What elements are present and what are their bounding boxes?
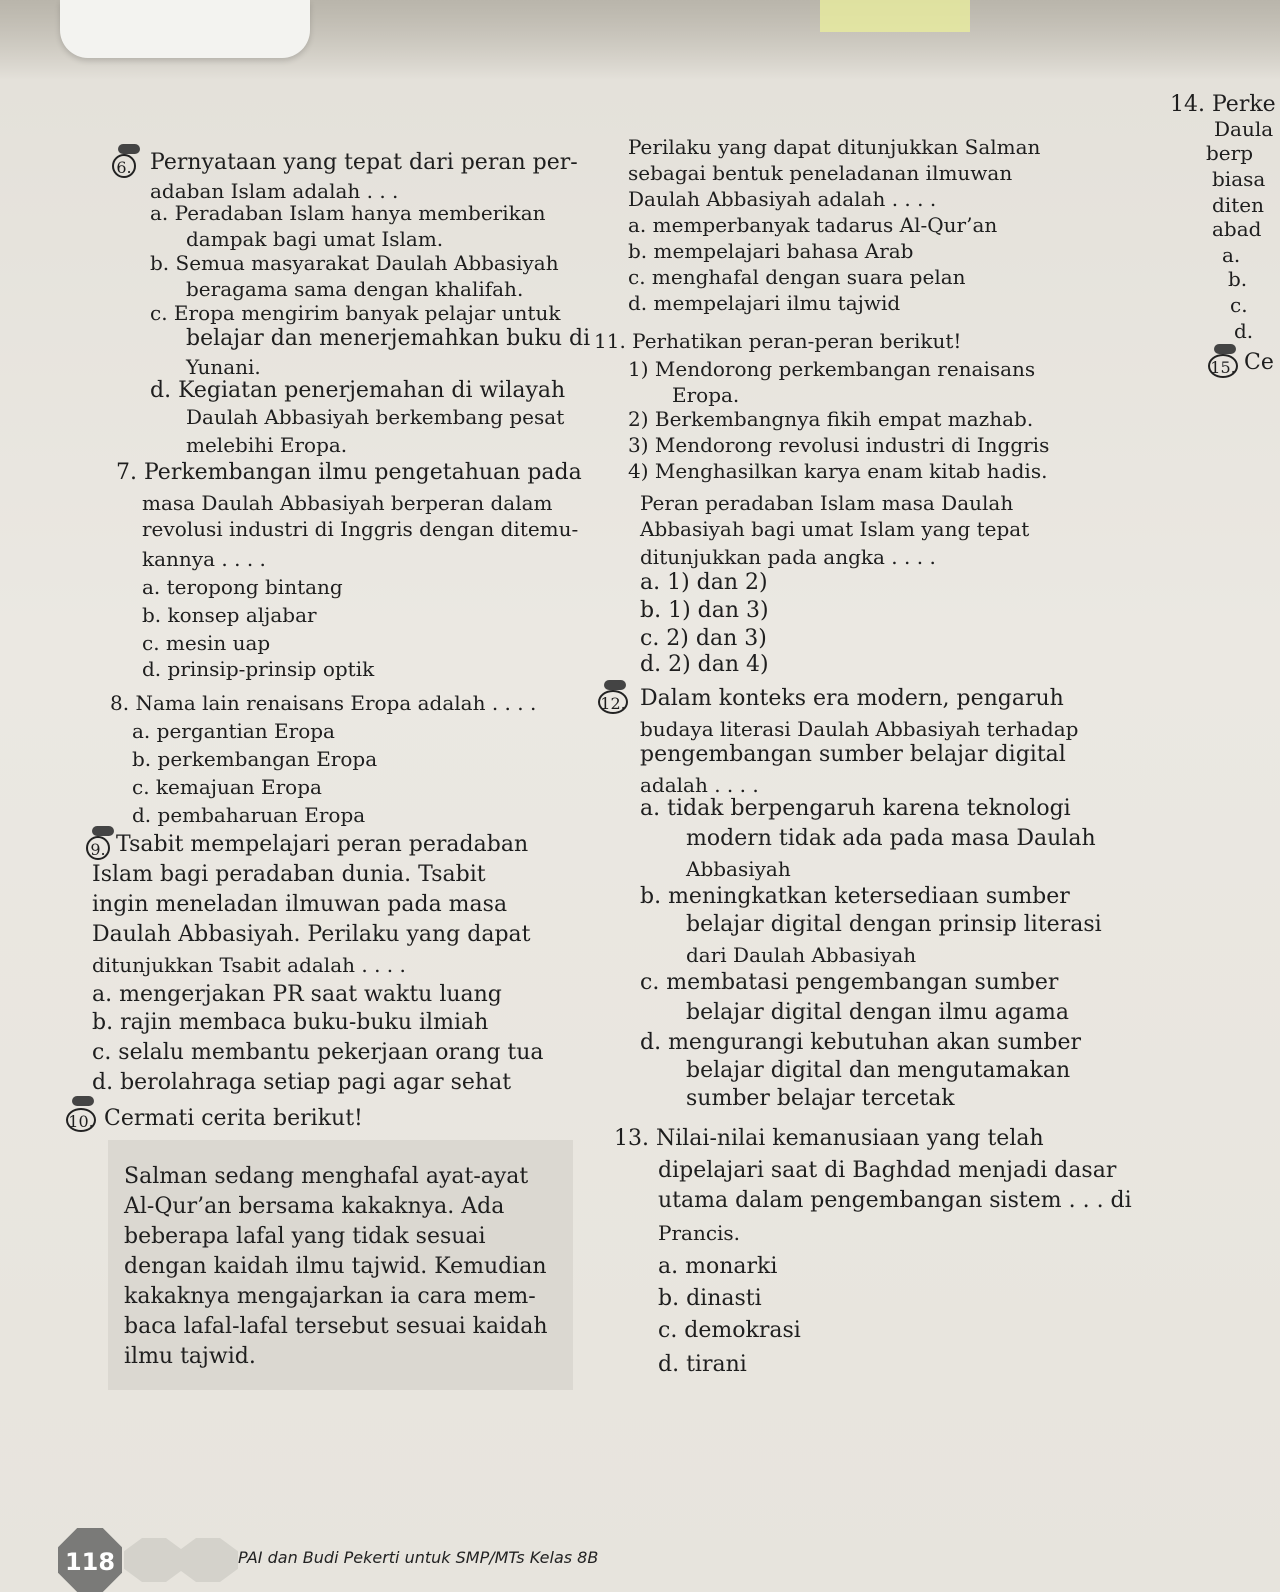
q6-option-b-cont: beragama sama dengan khalifah. (186, 277, 524, 301)
q10-cont-stem-2: sebagai bentuk peneladanan ilmuwan (628, 161, 1013, 185)
q10-option-d: d. mempelajari ilmu tajwid (628, 291, 901, 315)
q14-frag: a. (1222, 243, 1241, 267)
q6-option-c-cont2: Yunani. (186, 355, 261, 379)
decorative-octagon (178, 1538, 238, 1582)
q7-stem-2: masa Daulah Abbasiyah berperan dalam (142, 491, 553, 515)
q8-option-b: b. perkembangan Eropa (132, 747, 378, 771)
q9-stem-1: Tsabit mempelajari peran peradaban (116, 832, 529, 857)
q11-item-1-cont: Eropa. (672, 383, 740, 407)
q14-frag: d. (1234, 319, 1254, 343)
q11-stem: 11. Perhatikan peran-peran berikut! (594, 329, 962, 353)
q11-option-c: c. 2) dan 3) (640, 626, 767, 651)
q6-option-c-cont: belajar dan menerjemahkan buku di (186, 326, 591, 351)
q6-stem-2: adaban Islam adalah . . . (150, 179, 399, 203)
q9-option-a: a. mengerjakan PR saat waktu luang (92, 982, 502, 1007)
q9-option-c: c. selalu membantu pekerjaan orang tua (92, 1040, 544, 1065)
q14-stem: 14. Perke (1170, 92, 1276, 117)
hots-icon (72, 1096, 94, 1106)
story-line-6: baca lafal-lafal tersebut sesuai kaidah (124, 1314, 548, 1339)
q12-option-d-cont2: sumber belajar tercetak (686, 1086, 955, 1111)
q12-option-a: a. tidak berpengaruh karena teknologi (640, 796, 1071, 821)
q10-option-a: a. memperbanyak tadarus Al-Qur’an (628, 213, 998, 237)
q6-option-d: d. Kegiatan penerjemahan di wilayah (150, 378, 566, 403)
q13-option-a: a. monarki (658, 1254, 778, 1279)
q10-cont-stem-1: Perilaku yang dapat ditunjukkan Salman (628, 135, 1041, 159)
q7-option-c: c. mesin uap (142, 631, 271, 655)
yellow-object (820, 0, 970, 32)
q14-frag: berp (1206, 141, 1254, 165)
book-title: PAI dan Budi Pekerti untuk SMP/MTs Kelas 8B (238, 1548, 599, 1567)
q12-stem-4: adalah . . . . (640, 773, 759, 797)
question-number: 6. (112, 154, 136, 178)
q12-stem-1: Dalam konteks era modern, pengaruh (640, 686, 1064, 711)
question-number: 9. (86, 836, 110, 860)
q10-stem: Cermati cerita berikut! (104, 1106, 363, 1131)
q14-frag: biasa (1212, 167, 1266, 191)
q12-stem-3: pengembangan sumber belajar digital (640, 742, 1066, 767)
q10-option-b: b. mempelajari bahasa Arab (628, 239, 914, 263)
q14-frag: b. (1228, 267, 1248, 291)
q12-option-a-cont2: Abbasiyah (686, 857, 791, 881)
q11-option-b: b. 1) dan 3) (640, 598, 769, 623)
q9-stem-3: ingin meneladan ilmuwan pada masa (92, 892, 508, 917)
q13-option-c: c. demokrasi (658, 1318, 801, 1343)
q6-option-c: c. Eropa mengirim banyak pelajar untuk (150, 301, 561, 325)
q8-option-d: d. pembaharuan Eropa (132, 803, 366, 827)
question-number: 12. (598, 690, 628, 714)
q14-frag: diten (1212, 193, 1264, 217)
q7-option-d: d. prinsip-prinsip optik (142, 657, 375, 681)
q14-frag: c. (1230, 293, 1248, 317)
q13-stem-3: utama dalam pengembangan sistem . . . di (658, 1188, 1132, 1213)
q11-item-3: 3) Mendorong revolusi industri di Inggris (628, 433, 1050, 457)
q12-option-c: c. membatasi pengembangan sumber (640, 970, 1059, 995)
story-line-5: kakaknya mengajarkan ia cara mem- (124, 1284, 536, 1309)
q11-item-4: 4) Menghasilkan karya enam kitab hadis. (628, 459, 1048, 483)
q7-option-a: a. teropong bintang (142, 575, 343, 599)
q6-option-d-cont: Daulah Abbasiyah berkembang pesat (186, 405, 565, 429)
q10-option-c: c. menghafal dengan suara pelan (628, 265, 966, 289)
question-number: 15. (1208, 354, 1238, 378)
hots-icon (604, 680, 626, 690)
q13-stem-1: 13. Nilai-nilai kemanusiaan yang telah (614, 1126, 1044, 1151)
q6-option-b: b. Semua masyarakat Daulah Abbasiyah (150, 251, 559, 275)
story-line-3: beberapa lafal yang tidak sesuai (124, 1224, 486, 1249)
hots-icon (1214, 344, 1236, 354)
q6-stem-1: Pernyataan yang tepat dari peran per- (150, 150, 578, 175)
q11-stem2-3: ditunjukkan pada angka . . . . (640, 545, 936, 569)
q9-option-d: d. berolahraga setiap pagi agar sehat (92, 1070, 512, 1095)
q11-stem2-1: Peran peradaban Islam masa Daulah (640, 491, 1014, 515)
q11-option-a: a. 1) dan 2) (640, 570, 768, 595)
q12-option-d-cont: belajar digital dan mengutamakan (686, 1058, 1071, 1083)
q14-frag: abad (1212, 217, 1262, 241)
q12-option-b-cont2: dari Daulah Abbasiyah (686, 943, 917, 967)
q13-option-d: d. tirani (658, 1352, 747, 1377)
q11-item-2: 2) Berkembangnya fikih empat mazhab. (628, 407, 1034, 431)
question-number: 10. (66, 1108, 96, 1132)
story-line-1: Salman sedang menghafal ayat-ayat (124, 1164, 529, 1189)
hots-icon (118, 144, 140, 154)
q14-frag: Daula (1214, 117, 1274, 141)
q7-stem-4: kannya . . . . (142, 547, 266, 571)
story-line-7: ilmu tajwid. (124, 1344, 256, 1369)
q13-stem-4: Prancis. (658, 1221, 741, 1245)
story-line-4: dengan kaidah ilmu tajwid. Kemudian (124, 1254, 547, 1279)
q6-option-a: a. Peradaban Islam hanya memberikan (150, 201, 546, 225)
q11-item-1: 1) Mendorong perkembangan renaisans (628, 357, 1036, 381)
q8-option-a: a. pergantian Eropa (132, 719, 335, 743)
q12-option-b-cont: belajar digital dengan prinsip literasi (686, 912, 1102, 937)
q9-stem-4: Daulah Abbasiyah. Perilaku yang dapat (92, 922, 531, 947)
q12-option-d: d. mengurangi kebutuhan akan sumber (640, 1030, 1082, 1055)
q7-stem-3: revolusi industri di Inggris dengan ditemu- (142, 517, 579, 541)
q8-option-c: c. kemajuan Eropa (132, 775, 322, 799)
q10-cont-stem-3: Daulah Abbasiyah adalah . . . . (628, 187, 937, 211)
q6-option-d-cont2: melebihi Eropa. (186, 433, 348, 457)
device-edge (60, 0, 310, 58)
q9-stem-2: Islam bagi peradaban dunia. Tsabit (92, 862, 486, 887)
q11-stem2-2: Abbasiyah bagi umat Islam yang tepat (640, 517, 1030, 541)
decorative-octagon (124, 1538, 184, 1582)
q13-option-b: b. dinasti (658, 1286, 762, 1311)
q6-option-a-cont: dampak bagi umat Islam. (186, 227, 444, 251)
q7-option-b: b. konsep aljabar (142, 603, 317, 627)
q11-option-d: d. 2) dan 4) (640, 652, 769, 677)
q9-stem-5: ditunjukkan Tsabit adalah . . . . (92, 953, 406, 977)
q15-stem: Ce (1244, 350, 1274, 375)
page-number: 118 (64, 1548, 116, 1576)
q12-option-c-cont: belajar digital dengan ilmu agama (686, 1000, 1069, 1025)
q9-option-b: b. rajin membaca buku-buku ilmiah (92, 1010, 489, 1035)
hots-icon (92, 826, 114, 836)
q12-stem-2: budaya literasi Daulah Abbasiyah terhadap (640, 717, 1079, 741)
q12-option-a-cont: modern tidak ada pada masa Daulah (686, 826, 1096, 851)
story-line-2: Al-Qur’an bersama kakaknya. Ada (124, 1194, 505, 1219)
q8-stem: 8. Nama lain renaisans Eropa adalah . . . . (110, 691, 537, 715)
q13-stem-2: dipelajari saat di Baghdad menjadi dasar (658, 1158, 1117, 1183)
q7-stem-1: 7. Perkembangan ilmu pengetahuan pada (116, 460, 582, 485)
q12-option-b: b. meningkatkan ketersediaan sumber (640, 884, 1070, 909)
